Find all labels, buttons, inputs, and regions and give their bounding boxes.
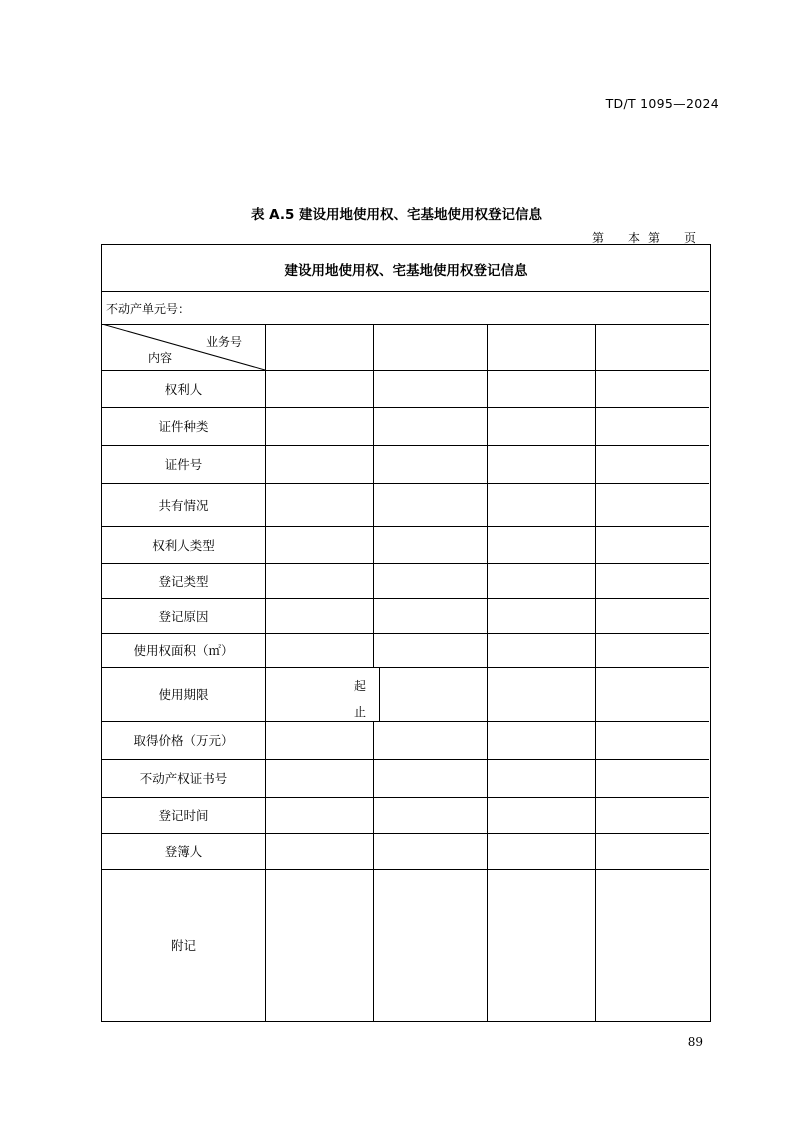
page-indicator-di-1: 第	[592, 231, 605, 245]
col-rule-2b	[379, 667, 380, 721]
row-label-registration-time: 登记时间	[158, 808, 209, 823]
col-rule-3	[487, 324, 488, 1021]
row-label-registration-type: 登记类型	[158, 573, 209, 589]
use-term-end-label: 止	[354, 705, 367, 719]
table-title: 表 A.5 建设用地使用权、宅基地使用权登记信息	[250, 207, 543, 223]
row-label-certificate-number: 不动产权证书号	[139, 771, 228, 786]
row-label-obligee: 权利人	[164, 381, 203, 397]
row-label-id-number: 证件号	[164, 457, 203, 472]
row-label-registrar: 登簿人	[164, 844, 203, 859]
row-label-acquisition-price: 取得价格（万元）	[133, 733, 234, 748]
diagonal-header-top: 业务号	[206, 335, 243, 349]
col-rule-2a	[373, 324, 374, 667]
row-label-registration-reason: 登记原因	[158, 608, 209, 624]
row-label-co-ownership: 共有情况	[158, 497, 209, 513]
standard-code: TD/T 1095—2024	[605, 96, 719, 111]
table-caption: 建设用地使用权、宅基地使用权登记信息	[284, 262, 528, 279]
use-term-start-label: 起	[354, 679, 367, 693]
row-label-obligee-type: 权利人类型	[152, 537, 215, 553]
row-label-id-type: 证件种类	[158, 419, 209, 434]
registration-table	[101, 244, 711, 1022]
row-label-use-area: 使用权面积（㎡）	[133, 643, 234, 658]
row-label-use-term: 使用期限	[158, 687, 209, 702]
col-rule-4	[595, 324, 596, 1021]
row-label-remarks: 附记	[170, 938, 196, 953]
col-rule-2c	[373, 721, 374, 1021]
page-indicator-ye: 页	[684, 231, 697, 245]
page-indicator-ben: 本	[628, 231, 641, 245]
rule-caption	[102, 291, 709, 292]
col-rule-1	[265, 324, 266, 1021]
page-indicator-di-2: 第	[648, 231, 661, 245]
unit-number-label: 不动产单元号：	[106, 302, 191, 316]
page-number: 89	[687, 1035, 703, 1049]
diagonal-header-bottom: 内容	[148, 351, 173, 365]
